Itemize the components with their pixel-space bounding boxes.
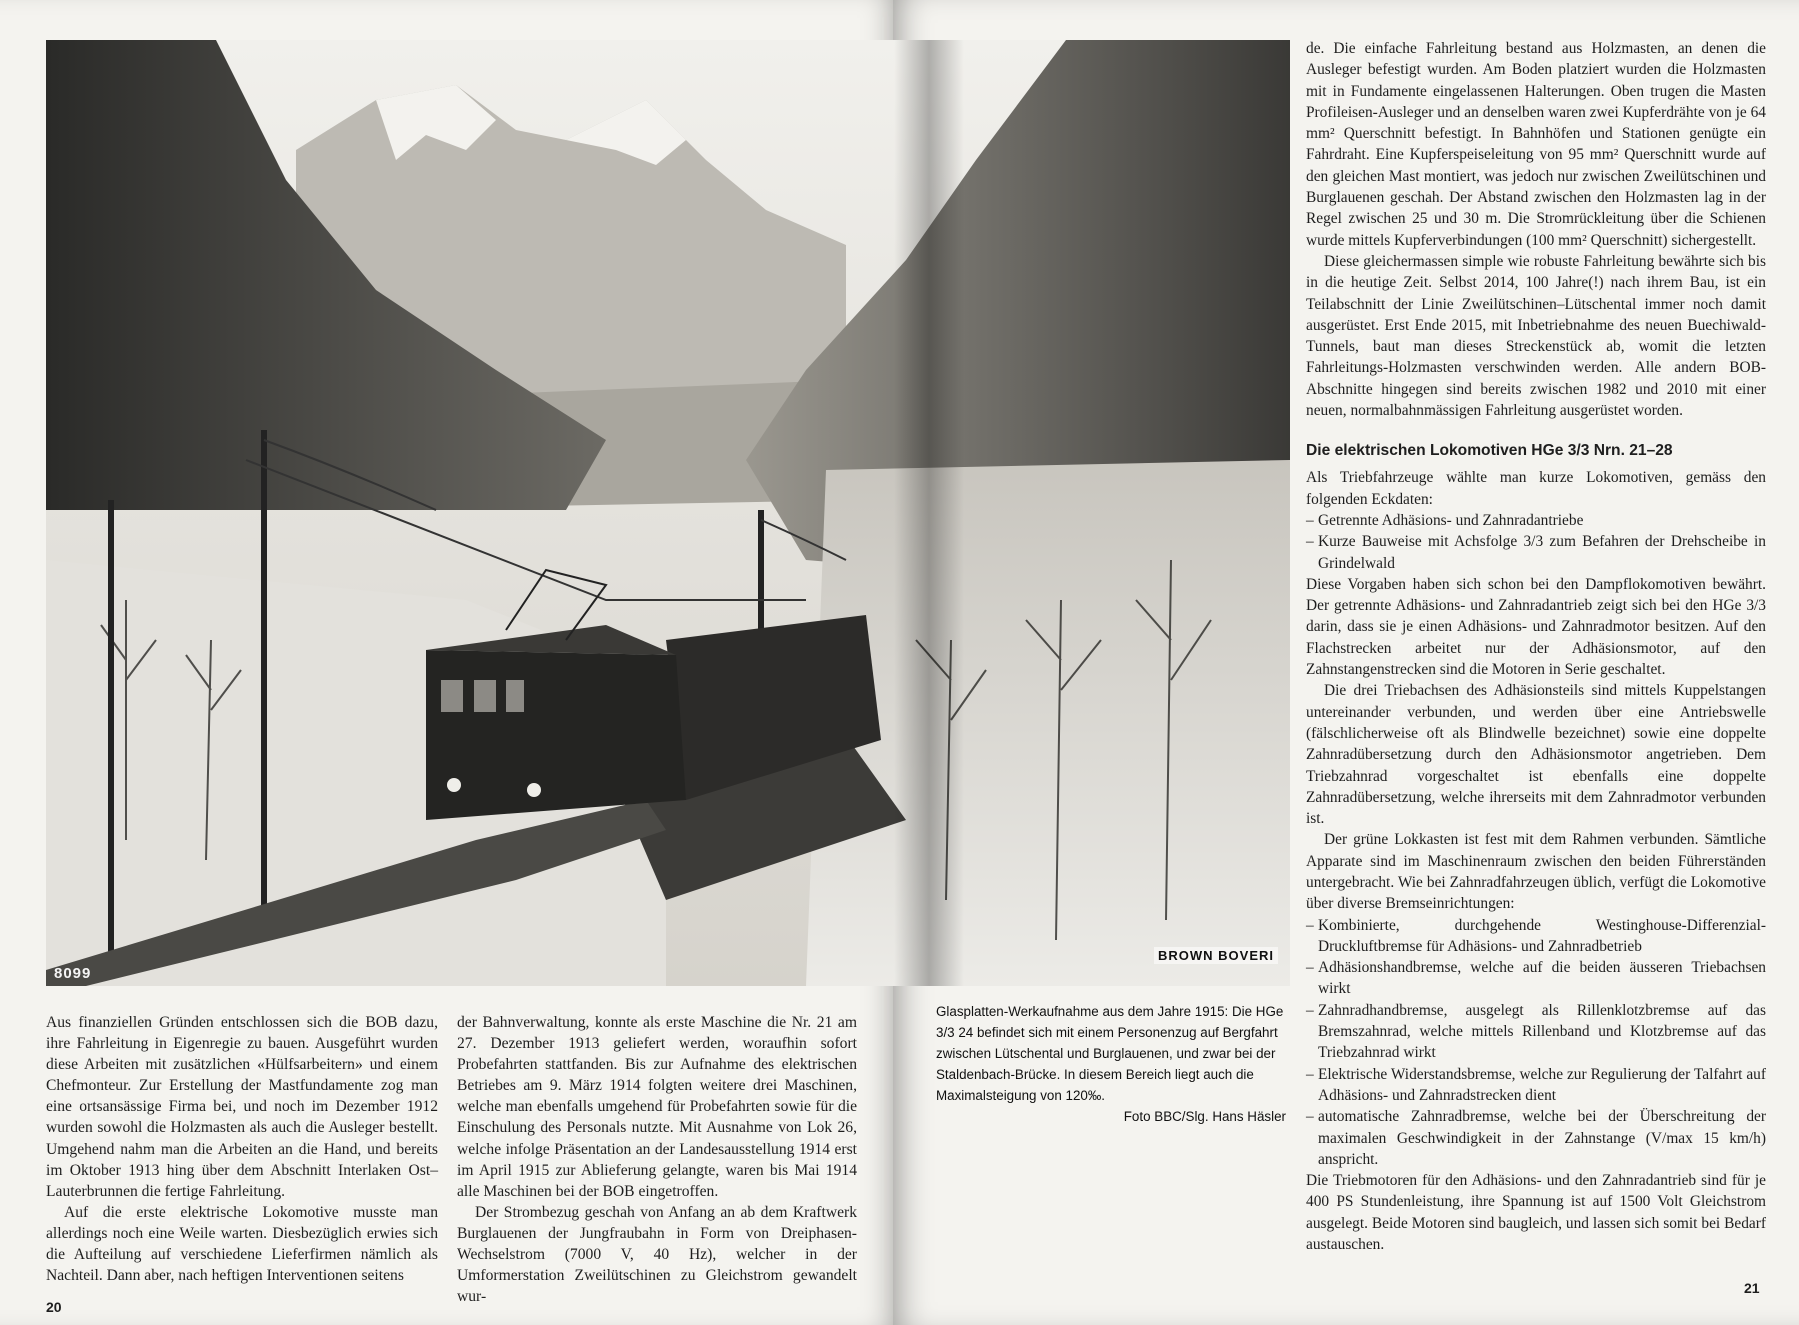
page-number-left: 20 [46, 1299, 62, 1315]
right-column [1306, 38, 1766, 1255]
paragraph: Auf die erste elektrische Lokomotive musste man allerdings noch eine Weile warten. Diesbezüglich erwies sich die Aufteilung auf verschiedene Lieferfirmen nämlich als Nachteil. Dann aber, nach heftigen Interventionen seitens [46, 1203, 438, 1285]
photo-credit: Foto BBC/Slg. Hans Häsler [1123, 1109, 1286, 1124]
section-heading: Die elektrischen Lokomotiven HGe 3/3 Nrn. 21–28 [1306, 442, 1673, 460]
mountain-valley-illustration [46, 40, 1290, 986]
paragraph: Diese gleichermassen simple wie robuste Fahrleitung bewährte sich bis in die heutige Zeit. Selbst 2014, 100 Jahre(!) nach ihrem Bau, ist ein Teilabschnitt der Linie Zweilütschinen–Lütschental immer noch damit ausgerüstet. Erst Ende 2015, mit Inbetriebnahme des neuen Buechiwald-Tunnels, baut man dieses Streckenstück ab, womit die letzten Fahrleitungs-Holzmasten verschwinden werden. Alle andern BOB-Abschnitte hingegen sind bereits zwischen 1982 und 2010 mit einer neuen, normalbahnmässigen Fahrleitung ausgerüstet worden. [1306, 252, 1766, 420]
left-column-1 [46, 1012, 438, 1286]
train-photograph [46, 40, 1290, 986]
eckdaten-list [1306, 510, 1766, 574]
list-item: – Elektrische Widerstandsbremse, welche zur Regulierung der Talfahrt auf Adhäsions- und Zahnradstrecken dient [1306, 1064, 1766, 1107]
page-number-right: 21 [1744, 1280, 1760, 1296]
photo-caption [936, 1001, 1286, 1127]
paragraph: Diese Vorgaben haben sich schon bei den Dampflokomotiven bewährt. Der getrennte Adhäsions- und Zahnradantrieb zeigt sich bei den HGe 3/3 darin, dass sie je einen Adhäsions- und Zahnradmotor besitzen. Auf den Flachstrecken arbeitet nur der Adhäsionsmotor, auf den Zahnstangenstrecken sind die Motoren in Serie geschaltet. [1306, 575, 1766, 679]
paragraph: Die Triebmotoren für den Adhäsions- und den Zahnradantrieb sind für je 400 PS Stundenleistung, ihre Spannung ist auf 1500 Volt Gleichstrom ausgelegt. Beide Motoren sind baugleich, und lassen sich somit bei Bedarf austauschen. [1306, 1172, 1766, 1254]
brake-list [1306, 915, 1766, 1171]
paragraph: der Bahnverwaltung, konnte als erste Maschine die Nr. 21 am 27. Dezember 1913 geliefert werden, woraufhin sofort Probefahrten stattfanden. Bis zur Aufnahme des elektrischen Betriebes am 9. März 1914 folgten weitere drei Maschinen, welche man ebenfalls umgehend für Probefahrten sowie für die Einschulung des Personals nutzte. Mit Ausnahme von Lok 26, welche infolge Präsentation an der Landesausstellung 1914 erst im April 1915 zur Ablieferung gelangte, waren bis Mai 1914 alle Maschinen bei der BOB eingetroffen. [457, 1014, 857, 1200]
paragraph: Der grüne Lokkasten ist fest mit dem Rahmen verbunden. Sämtliche Apparate sind im Maschinenraum zwischen den beiden Führerständen untergebracht. Wie bei Zahnradfahrzeugen üblich, verfügt die Lokomotive über diverse Bremseinrichtungen: [1306, 831, 1766, 913]
plate-number-mark: 8099 [54, 965, 92, 982]
gutter-shadow [894, 40, 964, 986]
paragraph: Die drei Triebachsen des Adhäsionsteils sind mittels Kuppelstangen untereinander verbunden, und werden über eine Antriebswelle (fälschlicherweise oft als Blindwelle bezeichnet) sowie eine doppelte Zahnradübersetzung durch den Adhäsionsmotor angetrieben. Dem Triebzahnrad vorgeschaltet ist ebenfalls eine doppelte Zahnradübersetzung, welche ihrerseits mit dem Zahnradmotor verbunden ist. [1306, 682, 1766, 828]
brown-boveri-mark: BROWN BOVERI [1154, 947, 1278, 964]
list-item: – Getrennte Adhäsions- und Zahnradantriebe [1306, 510, 1766, 531]
list-item: – automatische Zahnradbremse, welche bei der Überschreitung der maximalen Geschwindigkeit in der Zahnstange (V/max 15 km/h) anspricht. [1306, 1106, 1766, 1170]
paragraph: de. Die einfache Fahrleitung bestand aus Holzmasten, an denen die Ausleger befestigt wurden. Am Boden platziert wurden die Holzmasten mit in Fundamente eingelassenen Halterungen. Oben trugen die Masten Profileisen-Ausleger und an denselben waren zwei Kupferdrähte von je 64 mm² Querschnitt befestigt. In Bahnhöfen und Stationen genügte ein Fahrdraht. Eine Kupferspeiseleitung von 95 mm² Querschnitt wurde auf den gleichen Mast montiert, was jedoch nur zwischen Zweilütschinen und Burglauenen geschah. Der Abstand zwischen den Holzmasten lag in der Regel zwischen 25 und 30 m. Die Stromrückleitung über die Schienen wurde mittels Kupferverbindungen (100 mm² Querschnitt) sichergestellt. [1306, 40, 1766, 249]
paragraph: Als Triebfahrzeuge wählte man kurze Lokomotiven, gemäss den folgenden Eckdaten: [1306, 469, 1766, 508]
list-item: – Zahnradhandbremse, ausgelegt als Rillenklotzbremse auf das Bremszahnrad, welche mittels Rillenband und Klotzbremse auf das Triebzahnrad wirkt [1306, 1000, 1766, 1064]
list-item: – Adhäsionshandbremse, welche auf die beiden äusseren Triebachsen wirkt [1306, 957, 1766, 1000]
left-column-2 [457, 1012, 857, 1307]
list-item: – Kombinierte, durchgehende Westinghouse-Differenzial-Druckluftbremse für Adhäsions- und Zahnradbetrieb [1306, 915, 1766, 958]
list-item: – Kurze Bauweise mit Achsfolge 3/3 zum Befahren der Drehscheibe in Grindelwald [1306, 531, 1766, 574]
paragraph: Aus finanziellen Gründen entschlossen sich die BOB dazu, ihre Fahrleitung in Eigenregie zu bauen. Ausgeführt wurden diese Arbeiten mit zusätzlichen «Hülfsarbeitern» und einem Chefmonteur. Zur Erstellung der Mastfundamente zog man eine ortsansässige Firma bei, und noch im Dezember 1912 wurden sowohl die Holzmasten als auch die Ausleger bestellt. Umgehend nahm man die Arbeiten an die Hand, und bereits im Oktober 1913 hing über dem Abschnitt Interlaken Ost–Lauterbrunnen die fertige Fahrleitung. [46, 1014, 438, 1200]
paragraph: Der Strombezug geschah von Anfang an ab dem Kraftwerk Burglauenen der Jungfraubahn in Form von Dreiphasen-Wechselstrom (7000 V, 40 Hz), welcher in der Umformerstation Zweilütschinen zu Gleichstrom gewandelt wur- [457, 1203, 857, 1306]
caption-text: Glasplatten-Werkaufnahme aus dem Jahre 1915: Die HGe 3/3 24 befindet sich mit einem Personenzug auf Bergfahrt zwischen Lütschental und Burglauenen, und zwar bei der Staldenbach-Brücke. In diesem Bereich liegt auch die Maximalsteigung von 120‰. [936, 1004, 1284, 1103]
